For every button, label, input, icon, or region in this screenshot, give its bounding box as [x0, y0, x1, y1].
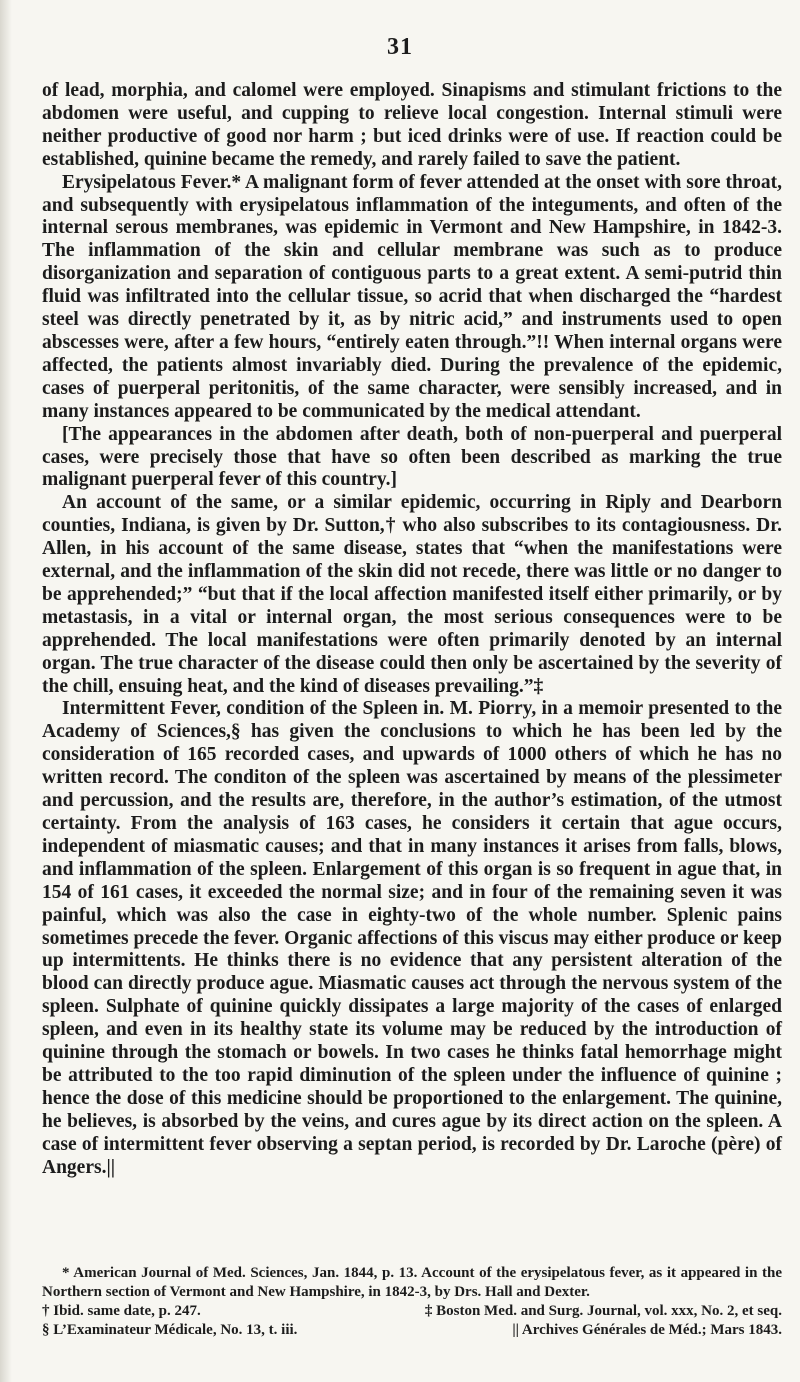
paragraph-erysipelatous-fever: Erysipelatous Fever.* A malignant form of fever attended at the onset with sore throat, and subsequently with erysipelatous inflammation of the integuments, and often of the internal serous membranes, was epidemic in Vermont and New Hampshire, in 1842-3. The inflammation of the skin and cellular membrane was such as to produce disorganization and separation of contiguous parts to a great extent. A semi-putrid thin fluid was infiltrated into the cellular tissue, so acrid that when discharged the “hardest steel was directly penetrated by it, as by nitric acid,” and instruments used to open abscesses were, after a few hours, “entirely eaten through.”!! When internal organs were affected, the patients almost invariably died. During the prevalence of the epidemic, cases of puerperal peritonitis, of the same character, were sensibly increased, and in many instances appeared to be communicated by the medical attendant.	[42, 171, 782, 422]
body-text	[42, 80, 782, 1180]
footnote-double-dagger: ‡ Boston Med. and Surg. Journal, vol. xxx, No. 2, et seq.	[424, 1303, 782, 1319]
paragraph-treatment: of lead, morphia, and calomel were employed. Sinapisms and stimulant frictions to the abdomen were useful, and cupping to relieve local congestion. Internal stimuli were neither productive of good nor harm ; but iced drinks were of use. If reaction could be established, quinine became the remedy, and rarely failed to save the patient.	[42, 80, 782, 170]
footnote-section: § L’Examinateur Médicale, No. 13, t. iii.	[42, 1322, 298, 1338]
paragraph-appearances: [The appearances in the abdomen after death, both of non-puerperal and puerperal cases, were precisely those that have so often been described as marking the true malignant puerperal fever of this country.]	[42, 423, 782, 491]
footnote-parallel: || Archives Générales de Méd.; Mars 1843.	[512, 1322, 782, 1338]
paragraph-intermittent-fever: Intermittent Fever, condition of the Spleen in. M. Piorry, in a memoir presented to the Academy of Sciences,§ has given the conclusions to which he has been led by the consideration of 165 recorded cases, and upwards of 1000 others of which he has no written record. The conditon of the spleen was ascertained by means of the plessimeter and percussion, and the results are, therefore, in the author’s estimation, of the utmost certainty. From the analysis of 163 cases, he considers it certain that ague occurs, independent of miasmatic causes; and that in many instances it arises from falls, blows, and inflammation of the spleen. Enlargement of this organ is so frequent in ague that, in 154 of 161 cases, it exceeded the normal size; and in four of the remaining seven it was painful, which was also the case in eighty-two of the whole number. Splenic pains sometimes precede the fever. Organic affections of this viscus may either produce or keep up intermittents. He thinks there is no evidence that any persistent alteration of the blood can directly produce ague. Miasmatic causes act through the nervous system of the spleen. Sulphate of quinine quickly dissipates a large majority of the cases of enlarged spleen, and even in its healthy state its volume may be reduced by the introduction of quinine through the stomach or bowels. In two cases he thinks fatal hemorrhage might be attributed to the too rapid diminution of the spleen under the influence of quinine ; hence the dose of this medicine should be proportioned to the enlargement. The quinine, he believes, is absorbed by the veins, and cures ague by its direct action on the spleen. A case of intermittent fever observing a septan period, is recorded by Dr. Laroche (père) of Angers.||	[42, 698, 782, 1178]
footnote-asterisk: * American Journal of Med. Sciences, Jan. 1844, p. 13. Account of the erysipelatous fever, as it appeared in the Northern section of Vermont and New Hampshire, in 1842-3, by Drs. Hall and Dexter.	[42, 1265, 782, 1300]
footnote-row-2	[42, 1321, 782, 1340]
footnote-dagger: † Ibid. same date, p. 247.	[42, 1303, 201, 1319]
page-number: 31	[387, 34, 413, 60]
footnote-row-1	[42, 1302, 782, 1321]
binding-edge	[0, 0, 12, 1382]
footnotes	[42, 1264, 782, 1340]
paragraph-indiana-account: An account of the same, or a similar epidemic, occurring in Riply and Dearborn counties, Indiana, is given by Dr. Sutton,† who also subscribes to its contagiousness. Dr. Allen, in his account of the same disease, states that “when the manifestations were external, and the inflammation of the skin did not recede, there was little or no danger to be apprehended;” “but that if the local affection manifested itself either primarily, or by metastasis, in a vital or internal organ, the most serious consequences were to be apprehended. The local manifestations were often primarily denoted by an internal organ. The true character of the disease could then only be ascertained by the severity of the chill, ensuing heat, and the kind of diseases prevailing.”‡	[42, 492, 782, 697]
